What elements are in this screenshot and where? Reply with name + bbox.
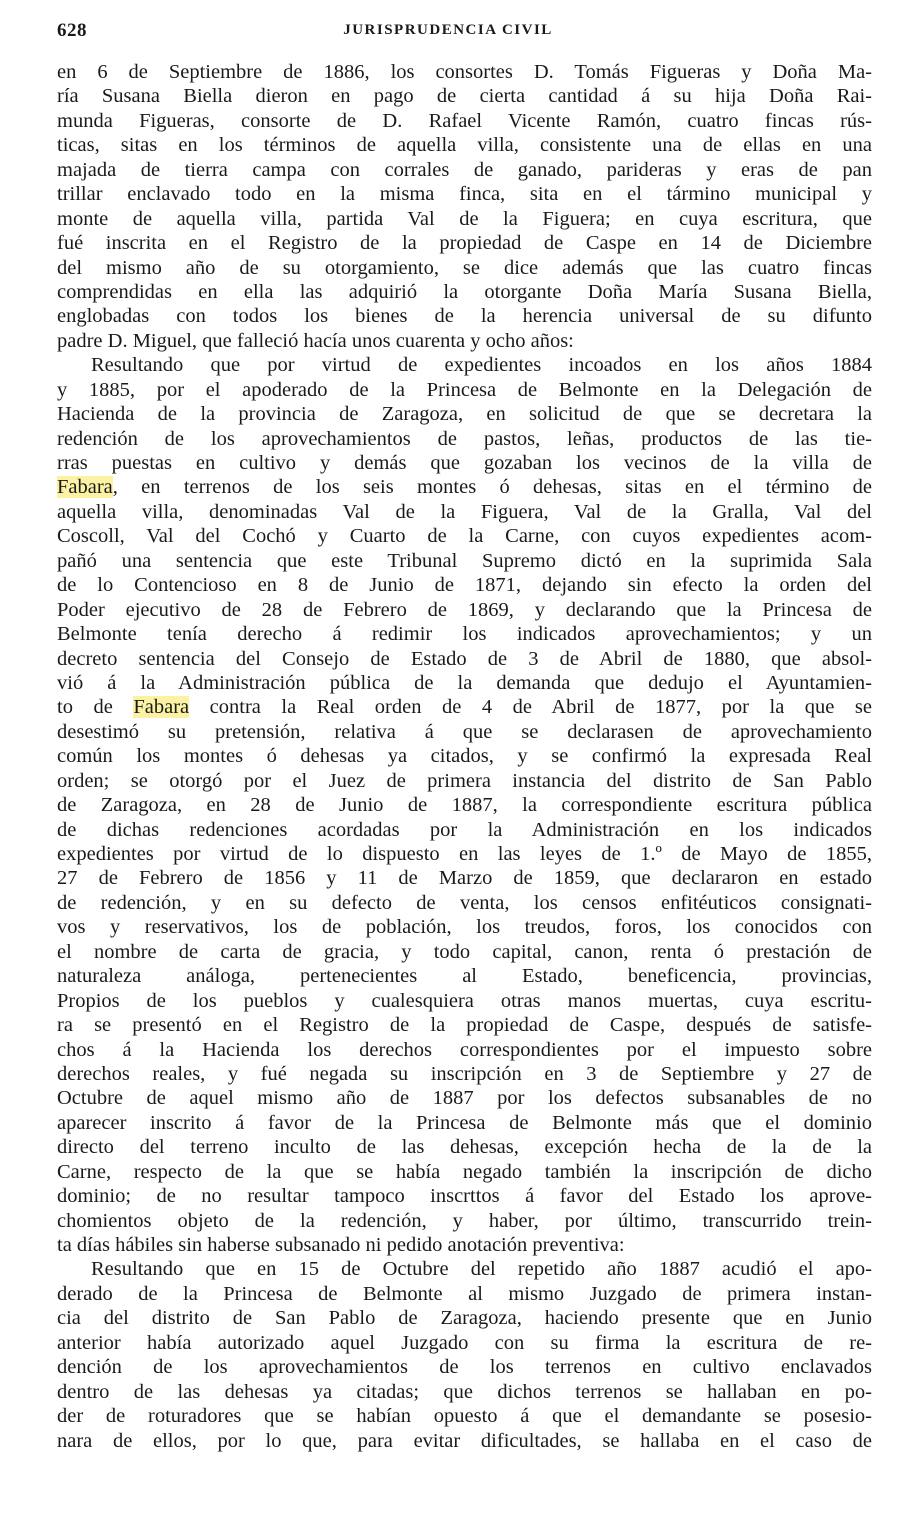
text-line: vos y reservativos, los de población, los treudos, foros, los conocidos con — [57, 916, 872, 939]
text-line: trillar enclavado todo en la misma finca, sita en el tármino municipal y — [57, 183, 872, 206]
page-number: 628 — [57, 20, 87, 41]
running-title: JURISPRUDENCIA CIVIL — [343, 22, 553, 38]
text-line: rras puestas en cultivo y demás que gozaban los vecinos de la villa de — [57, 452, 872, 474]
text-line: desestimó su pretensión, relativa á que se declarasen de aprovechamiento — [57, 720, 872, 743]
text-line: Belmonte tenía derecho á redimir los indicados aprovechamientos; y un — [57, 623, 872, 646]
text-line: vió á la Administración pública de la demanda que dedujo el Ayuntamien- — [57, 671, 872, 694]
text-line: Carne, respecto de la que se había negado también la inscripción de dicho — [57, 1160, 872, 1183]
text-line: chos á la Hacienda los derechos correspondientes por el impuesto sobre — [57, 1038, 872, 1061]
text-line: dominio; de no resultar tampoco inscrttos á favor del Estado los aprove- — [57, 1185, 872, 1208]
running-header — [57, 14, 869, 44]
text-line: Hacienda de la provincia de Zaragoza, en solicitud de que se decretara la — [57, 403, 872, 426]
text-line: majada de tierra campa con corrales de ganado, parideras y eras de pan — [57, 158, 872, 181]
text-line: derechos reales, y fué negada su inscripción en 3 de Septiembre y 27 de — [57, 1062, 872, 1085]
text-line: ría Susana Biella dieron en pago de cierta cantidad á su hija Doña Rai- — [57, 85, 872, 108]
text-line: aparecer inscrito á favor de la Princesa de Belmonte más que el dominio — [57, 1111, 872, 1134]
text-line: Resultando que en 15 de Octubre del repetido año 1887 acudió el apo- — [91, 1258, 872, 1281]
highlighted-term: Fabara — [133, 696, 190, 719]
text-line: comprendidas en ella las adquirió la otorgante Doña María Susana Biella, — [57, 280, 872, 303]
highlighted-term: Fabara — [57, 476, 113, 499]
text-line: del mismo año de su otorgamiento, se dice además que las cuatro fincas — [57, 256, 872, 279]
text-line: común los montes ó dehesas ya citados, y se confirmó la expresada Real — [57, 745, 872, 768]
text-line: en 6 de Septiembre de 1886, los consortes D. Tomás Figueras y Doña Ma- — [57, 61, 872, 83]
text-line: 27 de Febrero de 1856 y 11 de Marzo de 1859, que declararon en estado — [57, 867, 872, 890]
text-line: Octubre de aquel mismo año de 1887 por los defectos subsanables de no — [57, 1087, 872, 1110]
text-line: nara de ellos, por lo que, para evitar dificultades, se hallaba en el caso de — [57, 1429, 872, 1452]
text-segment: to de — [57, 696, 134, 719]
text-line — [57, 475, 872, 499]
text-line: monte de aquella villa, partida Val de la Figuera; en cuya escritura, que — [57, 207, 872, 230]
text-segment: , en terrenos de los seis montes ó dehesas, sitas en el término de — [112, 476, 872, 499]
text-line: anterior había autorizado aquel Juzgado con su firma la escritura de re- — [57, 1331, 872, 1354]
text-line: ra se presentó en el Registro de la propiedad de Caspe, después de satisfe- — [57, 1014, 872, 1037]
text-line: orden; se otorgó por el Juez de primera instancia del distrito de San Pablo — [57, 769, 872, 792]
text-line: Propios de los pueblos y cualesquiera otras manos muertas, cuya escritu- — [57, 989, 872, 1012]
text-line: ticas, sitas en los términos de aquella villa, consistente una de ellas en una — [57, 134, 872, 157]
text-line: de redención, y en su defecto de venta, los censos enfitéuticos consignati- — [57, 891, 872, 914]
text-line: der de roturadores que se habían opuesto á que el demandante se posesio- — [57, 1405, 872, 1428]
text-line: Coscoll, Val del Cochó y Cuarto de la Carne, con cuyos expedientes acom- — [57, 525, 872, 548]
text-line: Poder ejecutivo de 28 de Febrero de 1869, y declarando que la Princesa de — [57, 598, 872, 621]
text-line: de dichas redenciones acordadas por la Administración en los indicados — [57, 818, 872, 841]
text-line: pañó una sentencia que este Tribunal Supremo dictó en la suprimida Sala — [57, 549, 872, 572]
text-line: aquella villa, denominadas Val de la Figuera, Val de la Gralla, Val del — [57, 500, 872, 523]
text-line: derado de la Princesa de Belmonte al mismo Juzgado de primera instan- — [57, 1282, 872, 1305]
text-line: y 1885, por el apoderado de la Princesa de Belmonte en la Delegación de — [57, 378, 872, 401]
text-line: decreto sentencia del Consejo de Estado de 3 de Abril de 1880, que absol- — [57, 647, 872, 670]
text-line: padre D. Miguel, que falleció hacía unos cuarenta y ocho años: — [57, 329, 574, 352]
text-line: munda Figueras, consorte de D. Rafael Vicente Ramón, cuatro fincas rús- — [57, 109, 872, 132]
text-line: dención de los aprovechamientos de los terrenos en cultivo enclavados — [57, 1356, 872, 1379]
text-line: de Zaragoza, en 28 de Junio de 1887, la correspondiente escritura pública — [57, 794, 872, 817]
text-line: Resultando que por virtud de expedientes incoados en los años 1884 — [91, 354, 872, 377]
text-line: de lo Contencioso en 8 de Junio de 1871, dejando sin efecto la orden del — [57, 574, 872, 597]
text-line: redención de los aprovechamientos de pastos, leñas, productos de las tie- — [57, 427, 872, 450]
text-line: naturaleza análoga, pertenecientes al Estado, beneficencia, provincias, — [57, 965, 872, 988]
text-line: directo del terreno inculto de las dehesas, excepción hecha de la de la — [57, 1136, 872, 1159]
text-line: ta días hábiles sin haberse subsanado ni pedido anotación preventiva: — [57, 1234, 625, 1256]
text-line: cia del distrito de San Pablo de Zaragoza, haciendo presente que en Junio — [57, 1307, 872, 1330]
body-text — [57, 60, 872, 1453]
text-line: expedientes por virtud de lo dispuesto en las leyes de 1.º de Mayo de 1855, — [57, 843, 872, 865]
text-line: fué inscrita en el Registro de la propiedad de Caspe en 14 de Diciembre — [57, 232, 872, 255]
text-segment: contra la Real orden de 4 de Abril de 1877, por la que se — [189, 696, 873, 719]
text-line — [57, 695, 872, 719]
text-line: englobadas con todos los bienes de la herencia universal de su difunto — [57, 305, 872, 328]
text-line: chomientos objeto de la redención, y haber, por último, transcurrido trein- — [57, 1209, 872, 1232]
text-line: dentro de las dehesas ya citadas; que dichos terrenos se hallaban en po- — [57, 1380, 872, 1403]
text-line: el nombre de carta de gracia, y todo capital, canon, renta ó prestación de — [57, 940, 872, 963]
